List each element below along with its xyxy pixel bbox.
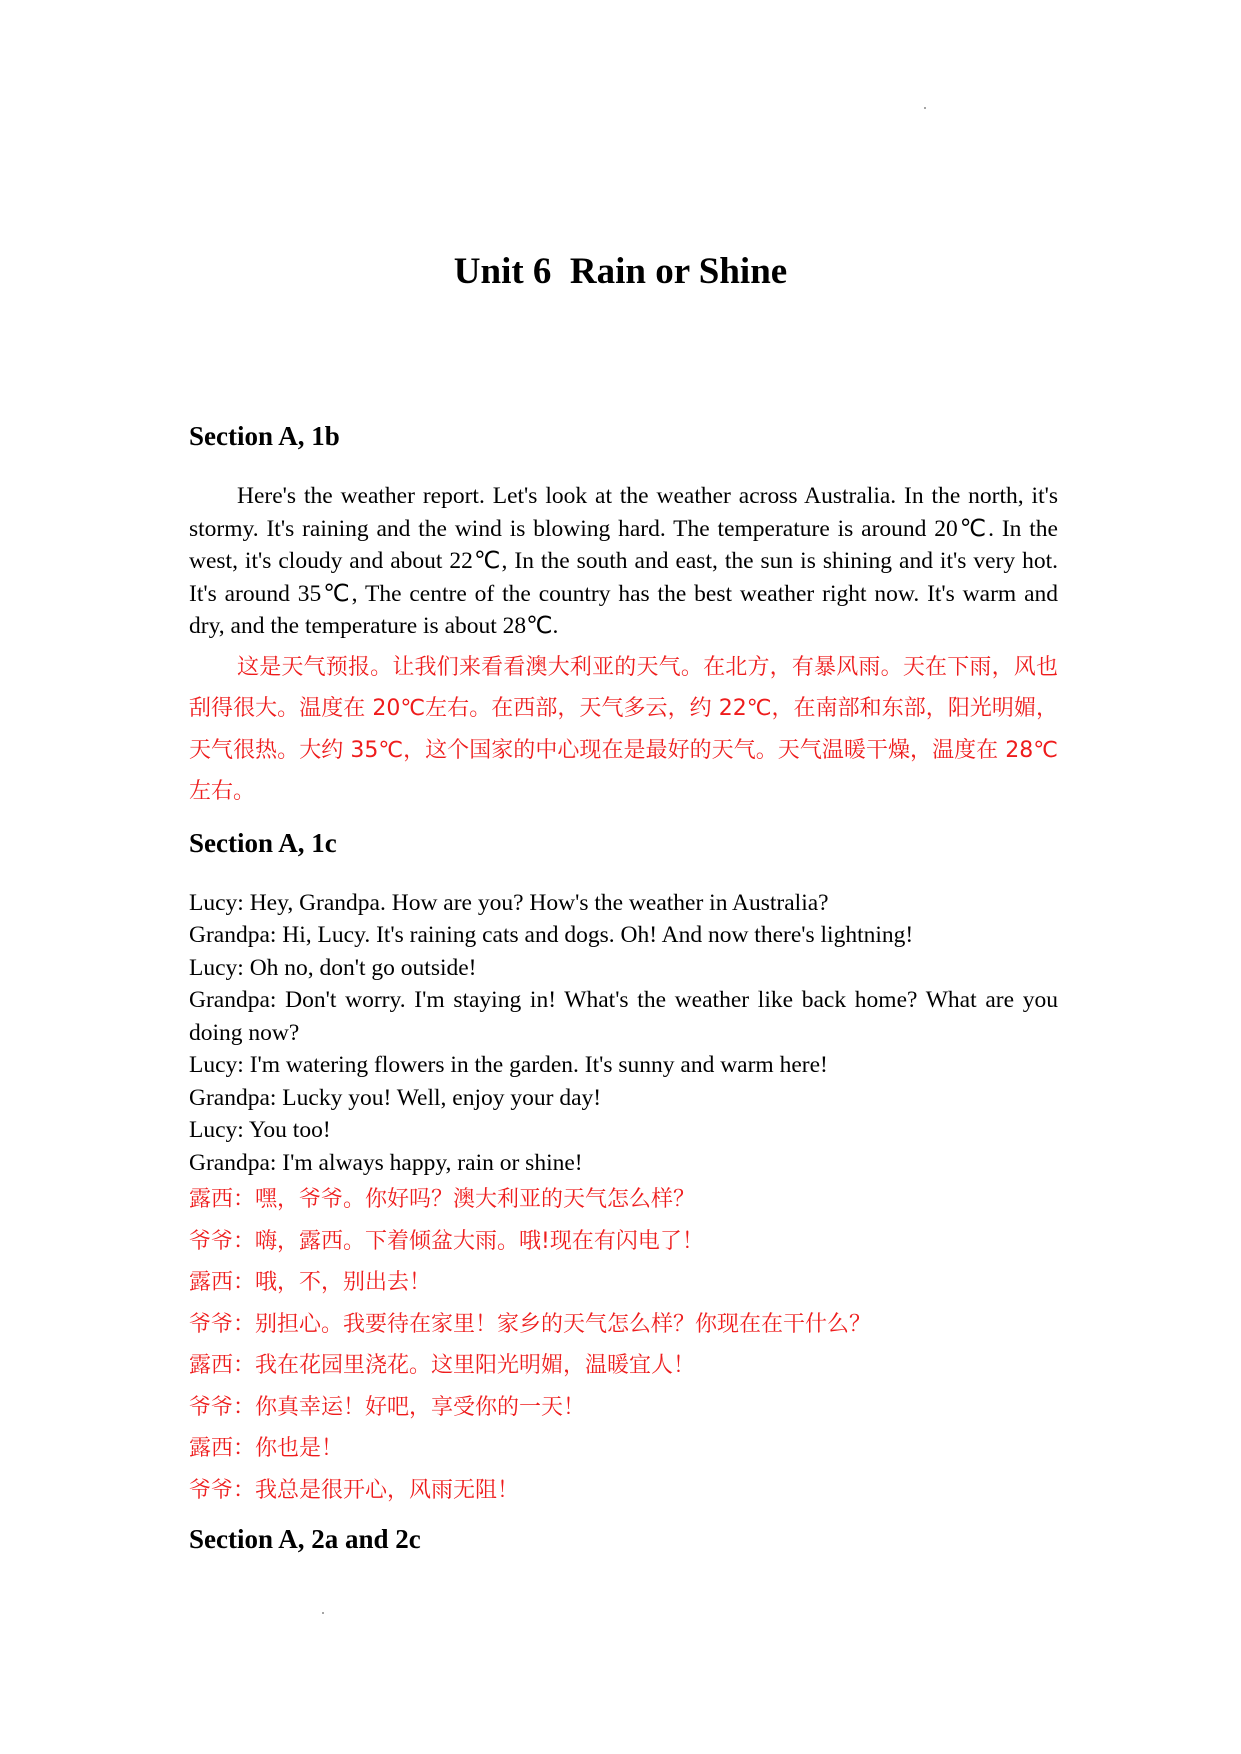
document-body (189, 418, 1058, 1557)
section-1c-chinese-dialogue (189, 1179, 1058, 1511)
page-mark-bottom (322, 1612, 324, 1614)
translation-line: 爷爷：嗨，露西。下着倾盆大雨。哦!现在有闪电了！ (189, 1228, 704, 1254)
translation-line: 爷爷：别担心。我要待在家里！家乡的天气怎么样？你现在在干什么？ (189, 1311, 872, 1337)
page-mark-top (924, 107, 926, 109)
dialogue-line: Grandpa: I'm always happy, rain or shine! (189, 1149, 583, 1176)
translation-line: 露西：我在花园里浇花。这里阳光明媚，温暖宜人！ (189, 1353, 696, 1378)
section-1c-english-dialogue (189, 887, 1058, 1180)
section-heading-1c: Section A, 1c (189, 827, 337, 858)
dialogue-line: Lucy: You too! (189, 1117, 331, 1143)
dialogue-line: Lucy: Hey, Grandpa. How are you? How's the weather in Australia? (189, 889, 829, 916)
translation-line: 露西：嘿，爷爷。你好吗？澳大利亚的天气怎么样？ (189, 1187, 696, 1212)
section-heading-1b: Section A, 1b (189, 421, 340, 451)
dialogue-line: Lucy: I'm watering flowers in the garden. It's sunny and warm here! (189, 1052, 828, 1078)
page-title: Unit 6 Rain or Shine (453, 251, 788, 292)
dialogue-line: Grandpa: Hi, Lucy. It's raining cats and dogs. Oh! And now there's lightning! (189, 922, 914, 948)
dialogue-line: Grandpa: Don't worry. I'm staying in! What's the weather like back home? What are you doing now? (189, 987, 1058, 1046)
section-1b-chinese-text: 这是天气预报。让我们来看看澳大利亚的天气。在北方，有暴风雨。天在下雨，风也刮得很大。温度在 20℃左右。在西部，天气多云，约 22℃，在南部和东部，阳光明媚，天气很热。大约 35℃，这个国家的中心现在是最好的天气。天气温暖干燥，温度在 28℃左右。 (189, 654, 1058, 804)
translation-line: 露西：你也是！ (189, 1436, 344, 1461)
translation-line: 露西：哦，不，别出去！ (189, 1270, 432, 1295)
translation-line: 爷爷：我总是很开心，风雨无阻！ (189, 1477, 520, 1503)
translation-line: 爷爷：你真幸运！好吧，享受你的一天！ (189, 1394, 586, 1420)
section-heading-2a-2c: Section A, 2a and 2c (189, 1524, 421, 1554)
dialogue-line: Lucy: Oh no, don't go outside! (189, 954, 477, 981)
section-1b-english-text: Here's the weather report. Let's look at the weather across Australia. In the north, it's stormy. It's raining and the wind is blowing hard. The temperature is around 20℃. In the west, it's cloudy and about 22℃, In the south and east, the sun is shining and it's very hot. It's around 35℃, The centre of the country has the best weather right now. It's warm and dry, and the temperature is about 28℃. (189, 483, 1058, 639)
dialogue-line: Grandpa: Lucky you! Well, enjoy your day! (189, 1084, 602, 1111)
